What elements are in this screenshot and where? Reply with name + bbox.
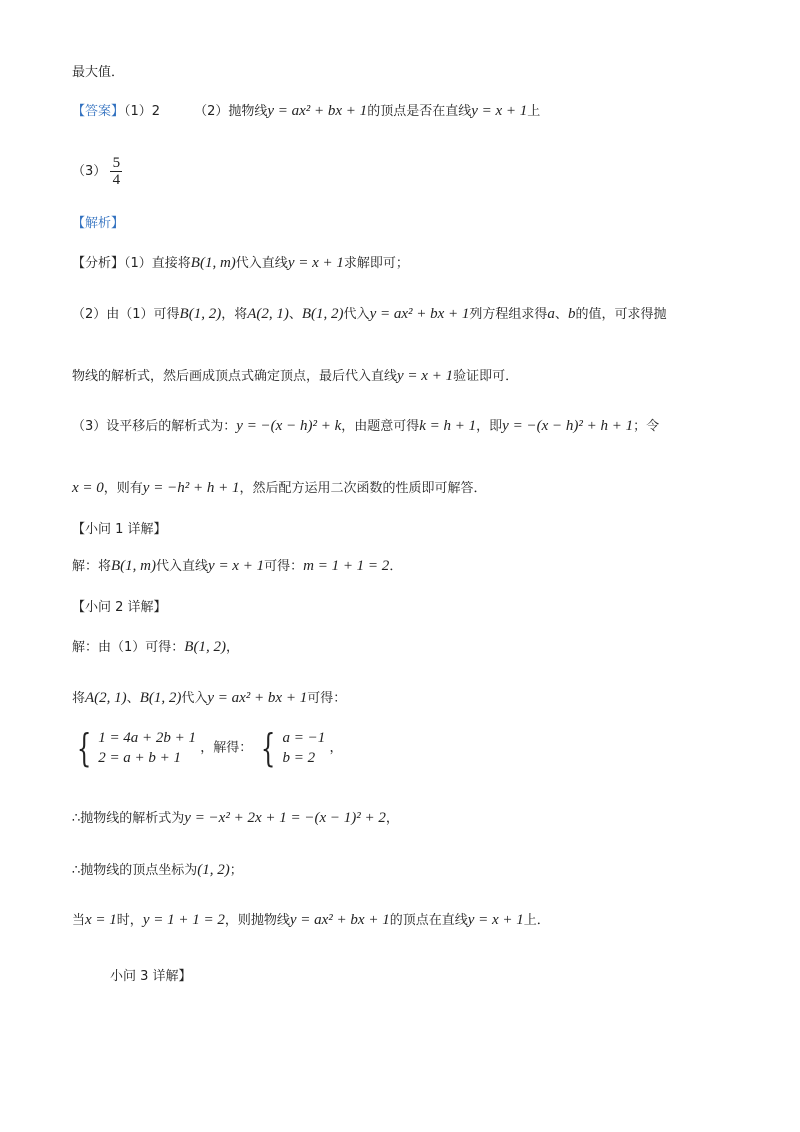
text: ， bbox=[329, 740, 343, 756]
q2-line-6 bbox=[72, 910, 550, 931]
answer-part-1: （1）2 bbox=[124, 104, 161, 119]
q2-line-4 bbox=[72, 808, 399, 829]
section-title-q3: 小问 3 详解】 bbox=[110, 969, 192, 984]
math: b bbox=[567, 306, 576, 322]
math: A(2, 1) bbox=[85, 690, 127, 706]
text: （1）直接将 bbox=[124, 256, 191, 271]
text: 的顶点是否在直线 bbox=[367, 104, 472, 119]
math: y = −(x − h)² + k bbox=[236, 418, 342, 434]
math: b = 2 bbox=[282, 750, 316, 766]
q2-line-1 bbox=[72, 637, 239, 658]
text: 验证即可． bbox=[453, 369, 519, 384]
equation-system-solution bbox=[256, 728, 325, 768]
text: 上． bbox=[523, 913, 550, 928]
text: 可得： bbox=[264, 559, 304, 574]
equation-system bbox=[72, 728, 196, 768]
math: y = 1 + 1 = 2 bbox=[142, 912, 225, 928]
text: 的值，可求得抛 bbox=[575, 307, 667, 322]
math: a = −1 bbox=[282, 730, 326, 746]
math: y = −(x − h)² + h + 1 bbox=[502, 418, 634, 434]
text: ，将 bbox=[221, 307, 248, 322]
text: 上 bbox=[527, 104, 541, 119]
text: 物线的解析式，然后画成顶点式确定顶点，最后代入直线 bbox=[72, 369, 398, 384]
analysis-line-1 bbox=[72, 253, 409, 274]
text: 可得： bbox=[307, 691, 347, 706]
text: ，则有 bbox=[103, 481, 143, 496]
brace-icon: { bbox=[261, 726, 276, 770]
text: 求解即可； bbox=[343, 256, 409, 271]
math: y = x + 1 bbox=[467, 912, 524, 928]
analysis-line-2 bbox=[72, 304, 666, 325]
math: y = ax² + bx + 1 bbox=[369, 306, 470, 322]
math: y = ax² + bx + 1 bbox=[289, 912, 390, 928]
text: 代入直线 bbox=[156, 559, 209, 574]
answer-part-2: （2）抛物线 bbox=[194, 104, 268, 119]
text: 当 bbox=[72, 913, 86, 928]
section-title-q1: 【小问 1 详解】 bbox=[72, 522, 167, 537]
text: ； bbox=[229, 863, 243, 878]
text: 代入 bbox=[181, 691, 208, 706]
text: ， bbox=[225, 640, 239, 655]
text: ，则抛物线 bbox=[224, 913, 290, 928]
q2-line-2 bbox=[72, 688, 346, 709]
numerator: 5 bbox=[112, 155, 121, 171]
math: a bbox=[547, 306, 555, 322]
text: （3）设平移后的解析式为： bbox=[72, 419, 237, 434]
text-line bbox=[72, 63, 124, 83]
math: x = 1 bbox=[85, 912, 117, 928]
q2-line-5 bbox=[72, 860, 243, 881]
text: 、 bbox=[554, 307, 568, 322]
math: y = x + 1 bbox=[397, 368, 454, 384]
math: y = ax² + bx + 1 bbox=[267, 103, 368, 119]
math: B(1, m) bbox=[190, 255, 236, 271]
analysis-line-5 bbox=[72, 478, 486, 499]
math: 1 = 4a + 2b + 1 bbox=[98, 730, 197, 746]
math: A(2, 1) bbox=[247, 306, 289, 322]
text: 列方程组求得 bbox=[469, 307, 548, 322]
math: y = −x² + 2x + 1 = −(x − 1)² + 2 bbox=[184, 810, 386, 826]
text: 将 bbox=[72, 691, 86, 706]
text: ，然后配方运用二次函数的性质即可解答． bbox=[239, 481, 487, 496]
text: 代入 bbox=[343, 307, 370, 322]
analysis-line-3 bbox=[72, 366, 518, 387]
text: ， bbox=[385, 811, 399, 826]
text: ，即 bbox=[476, 419, 503, 434]
text: 解：将 bbox=[72, 559, 112, 574]
analysis-heading: 【分析】 bbox=[72, 256, 125, 271]
math: B(1, 2) bbox=[139, 690, 182, 706]
math: y = x + 1 bbox=[208, 558, 265, 574]
math: k = h + 1 bbox=[419, 418, 477, 434]
math: (1, 2) bbox=[197, 862, 230, 878]
text: ∴抛物线的顶点坐标为 bbox=[72, 863, 198, 878]
text: ． bbox=[389, 559, 403, 574]
answer-part-3: （3） bbox=[72, 164, 107, 179]
math: B(1, 2) bbox=[301, 306, 344, 322]
math: y = ax² + bx + 1 bbox=[207, 690, 308, 706]
section-title-q2: 【小问 2 详解】 bbox=[72, 600, 167, 615]
brace-icon: { bbox=[76, 726, 92, 770]
text: ；令 bbox=[633, 419, 660, 434]
text: ∴抛物线的解析式为 bbox=[72, 811, 185, 826]
math: B(1, m) bbox=[111, 558, 157, 574]
math: y = x + 1 bbox=[287, 255, 344, 271]
analysis-line-4 bbox=[72, 416, 659, 437]
answer-line bbox=[72, 101, 540, 122]
text: 、 bbox=[126, 691, 140, 706]
text: ，解得： bbox=[200, 740, 253, 756]
denominator: 4 bbox=[112, 172, 121, 188]
math: m = 1 + 1 = 2 bbox=[303, 558, 390, 574]
math: x = 0 bbox=[72, 480, 104, 496]
text: 的顶点在直线 bbox=[389, 913, 468, 928]
math: B(1, 2) bbox=[184, 639, 226, 655]
text: ，由题意可得 bbox=[341, 419, 420, 434]
math: B(1, 2) bbox=[179, 306, 222, 322]
analysis-label: 【解析】 bbox=[72, 216, 125, 231]
text: （2）由（1）可得 bbox=[72, 307, 180, 322]
answer-label: 【答案】 bbox=[72, 104, 125, 119]
q2-system bbox=[72, 728, 342, 768]
text: 、 bbox=[288, 307, 302, 322]
text: 代入直线 bbox=[235, 256, 288, 271]
text: 最大值． bbox=[72, 65, 125, 80]
q1-line bbox=[72, 556, 402, 577]
answer-line-3 bbox=[72, 155, 122, 188]
text: 解：由（1）可得： bbox=[72, 640, 185, 655]
text: 时， bbox=[116, 913, 143, 928]
math: 2 = a + b + 1 bbox=[98, 750, 182, 766]
math: y = x + 1 bbox=[471, 103, 528, 119]
math: y = −h² + h + 1 bbox=[142, 480, 240, 496]
fraction bbox=[110, 155, 122, 188]
